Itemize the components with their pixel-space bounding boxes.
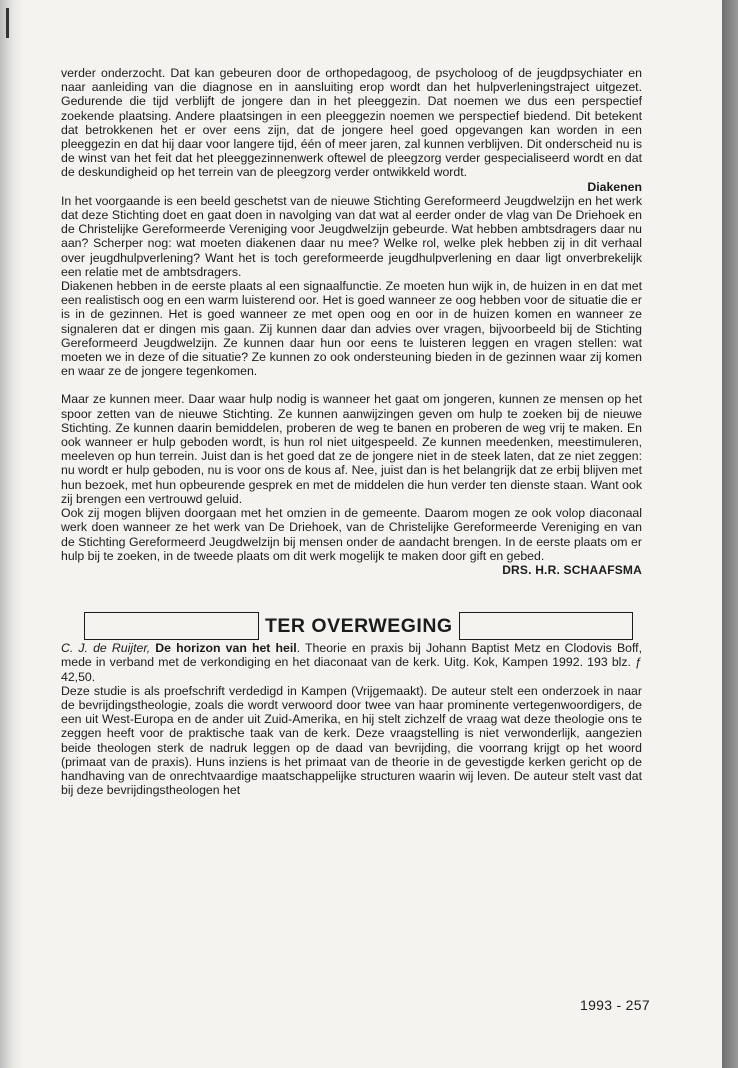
article-paragraph-3: Diakenen hebben in de eerste plaats al een signaalfunctie. Ze moeten hun wijk in, de huizen in en dat met een realistisch oog en een warm luisterend oor. Het is goed wanneer ze oog hebben voor de situatie die er is in de gezinnen. Het is goed wanneer ze met open oog en oor in de huizen komen en wanneer ze signaleren dat er dingen mis gaan. Zij kunnen daar dan advies over vragen, bijvoorbeeld bij de Stichting Gereformeerd Jeugdwelzijn. Ze kunnen daar hun oor eens te luisteren leggen en vragen stellen: wat moeten we in deze of die situatie? Ze kunnen zo ook ondersteuning bieden in de gezinnen waar zij komen en waar ze de jongere tegenkomen. <box>61 279 642 379</box>
page-right-edge <box>722 0 738 1068</box>
banner-left-box <box>84 612 259 640</box>
section-heading-diakenen: Diakenen <box>587 179 642 194</box>
banner-right-box <box>459 612 633 640</box>
article-paragraph-5: Ook zij mogen blijven doorgaan met het omzien in de gemeente. Daarom mogen ze ook volop diaconaal werk doen wanneer ze het werk van De Driehoek, van de Christelijke Gereformeerde Vereniging en van de Stichting Gereformeerd Jeugdwelzijn bij mensen onder de aandacht brengen. In de eerste plaats om er hulp bij te zoeken, in de tweede plaats om dit werk mogelijk te maken door gift en gebed. <box>61 506 642 563</box>
section-title: TER OVERWEGING <box>265 615 453 637</box>
article-paragraph-2: In het voorgaande is een beeld geschetst van de nieuwe Stichting Gereformeerd Jeugdwelzijn en het werk dat deze Stichting doet en gaat doen in navolging van dat wat al eerder onder de vlag van De Driehoek en de Christelijke Gereformeerde Vereniging voor Jeugdwelzijn gebeurde. Wat hebben ambtsdragers daar nu aan? Scherper nog: wat moeten diakenen daar nu mee? Welke rol, welke plek hebben zij in dit verhaal over jeugdhulpverlening? Want het is toch gereformeerde jeugdhulpverlening en daar ligt onverbrekelijk een relatie met de ambtsdragers. <box>61 193 642 279</box>
paragraph-gap <box>61 378 642 392</box>
review-citation-details: . Theorie en praxis bij Johann Baptist Metz en Clodovis Boff, mede in verband met de verkondiging en het diaconaat van de kerk. Uitg. Kok, Kampen 1992. 193 blz. ƒ 42,50. <box>61 641 643 684</box>
page-number: 1993 - 257 <box>580 997 650 1013</box>
article-paragraph-4: Maar ze kunnen meer. Daar waar hulp nodig is wanneer het gaat om jongeren, kunnen ze mensen op het spoor zetten van de nieuwe Stichting. Ze kunnen aanwijzingen geven om hulp te zoeken bij de nieuwe Stichting. Ze kunnen daarin bemiddelen, proberen de weg te banen en proberen de weg vrij te maken. En ook wanneer er hulp geboden wordt, is hun rol niet uitgespeeld. Ze kunnen meedenken, meestimuleren, meeleven op hun terrein. Juist dan is het goed dat ze de jongere niet in de steek laten, dat ze niet zeggen: nu wordt er hulp geboden, nu is voor ons de kous af. Nee, juist dan is het belangrijk dat ze erbij blijven met hun bezoek, met hun opbeurende gesprek en met de middelen die hun verder ten dienste staan. Want ook zij brengen een vertrouwd geluid. <box>61 392 642 506</box>
section-banner <box>61 611 642 641</box>
author-signature: DRS. H.R. SCHAAFSMA <box>502 562 642 577</box>
article-paragraph-1: verder onderzocht. Dat kan gebeuren door de orthopedagoog, de psycholoog of de jeugdpsychiater en naar aanleiding van die diagnose en in aansluiting erop wordt dan het hulpverleningstraject uitgezet. Gedurende die tijd verblijft de jongere dan in het pleeggezin. Dat noemen we dus een perspectief zoekende plaatsing. Andere plaatsingen in een pleeggezin noemen we perspectief biedend. Dit betekent dat betrokkenen het er over eens zijn, dat de jongere heel goed opgevangen kan worden in een pleeggezin en dat hij daar voor langere tijd, één of meer jaren, zal kunnen verblijven. Dit onderscheid nu is de winst van het feit dat het pleeggezinnenwerk oftewel de pleegzorg verder gespecialiseerd wordt en dat de deskundigheid op het terrein van de pleegzorg verder ontwikkeld wordt. <box>61 66 642 180</box>
review-citation <box>61 641 642 684</box>
binding-mark <box>6 8 9 38</box>
page-left-binding <box>0 0 22 1068</box>
review-book-title: De horizon van het heil <box>155 641 297 656</box>
article-body <box>61 66 642 797</box>
review-body: Deze studie is als proefschrift verdedigd in Kampen (Vrijgemaakt). De auteur stelt een onderzoek in naar de bevrijdingstheologie, zoals die wordt verwoord door twee van haar prominente vertegenwoordigers, de een uit West-Europa en de ander uit Zuid-Amerika, en hij stelt zichzelf de vraag wat deze theologie ons te zeggen heeft voor de praktische taak van de kerk. Deze vraagstelling is niet verwonderlijk, aangezien beide theologen sterk de nadruk leggen op de daad van bevrijding, die voorrang krijgt op het woord (primaat van de praxis). Huns inziens is het primaat van de theorie in de gevestigde kerken gericht op de handhaving van de onrechtvaardige maatschappelijke structuren waarin wij leven. De auteur stelt vast dat bij deze bevrijdingstheologen het <box>61 683 642 798</box>
review-author: C. J. de Ruijter, <box>61 641 151 656</box>
